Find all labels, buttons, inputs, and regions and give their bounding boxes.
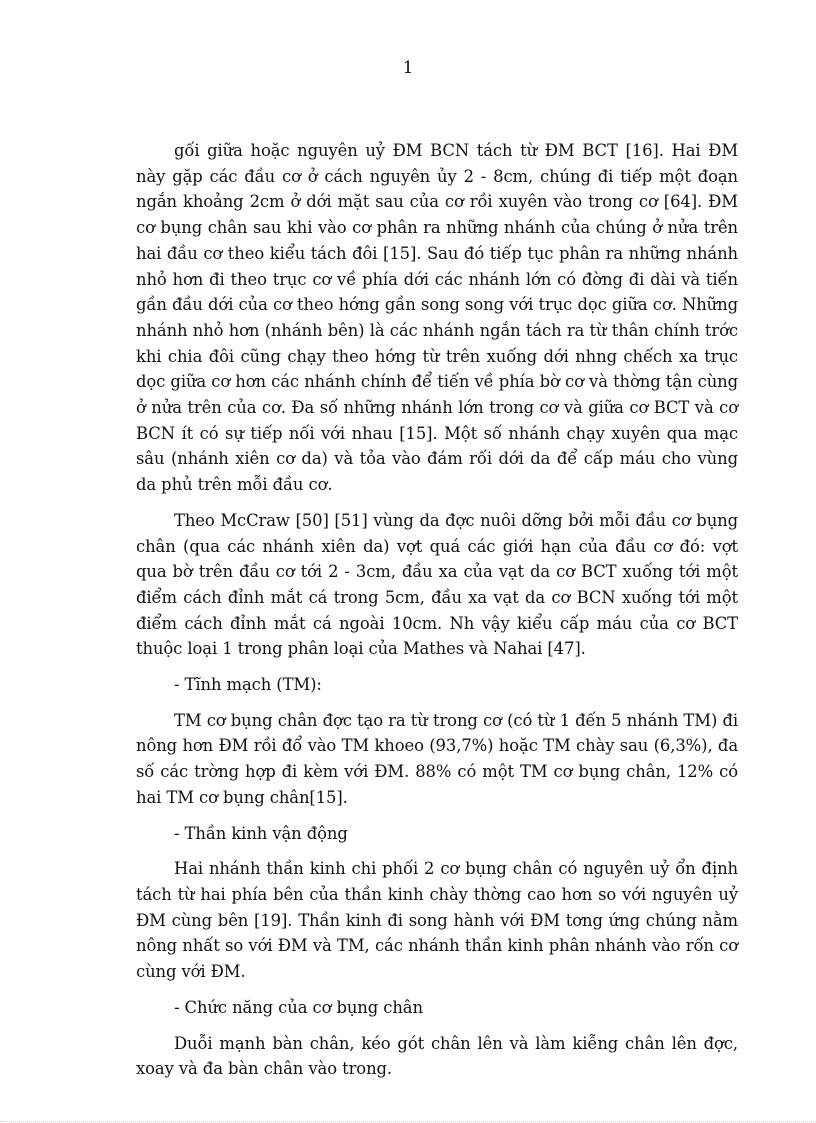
body-text bbox=[136, 138, 738, 1092]
paragraph-vein: TM cơ bụng chân đợc tạo ra từ trong cơ (có từ 1 đến 5 nhánh TM) đi nông hơn ĐM rồi đổ vào TM khoeo (93,7%) hoặc TM chày sau (6,3%), đa số các trờng hợp đi kèm với ĐM. 88% có một TM cơ bụng chân, 12% có hai TM cơ bụng chân[15]. bbox=[136, 710, 738, 807]
heading-function: - Chức năng của cơ bụng chân bbox=[174, 997, 423, 1017]
paragraph-motor-nerve: Hai nhánh thần kinh chi phối 2 cơ bụng chân có nguyên uỷ ổn định tách từ hai phía bên của thần kinh chày thờng cao hơn so với nguyên uỷ ĐM cùng bên [19]. Thần kinh đi song hành với ĐM tơng ứng chúng nằm nông nhất so với ĐM và TM, các nhánh thần kinh phân nhánh vào rốn cơ cùng với ĐM. bbox=[136, 859, 738, 982]
paragraph-skin-territory: Theo McCraw [50] [51] vùng da đợc nuôi dỡng bởi mỗi đầu cơ bụng chân (qua các nhánh xiên da) vợt quá các giới hạn của đầu cơ đó: vợt qua bờ trên đầu cơ tới 2 - 3cm, đầu xa của vạt da cơ BCT xuống tới một điểm cách đỉnh mắt cá trong 5cm, đầu xa vạt da cơ BCN xuống tới một điểm cách đỉnh mắt cá ngoài 10cm. Nh vậy kiểu cấp máu của cơ BCT thuộc loại 1 trong phân loại của Mathes và Nahai [47]. bbox=[136, 510, 738, 659]
paragraph-function: Duỗi mạnh bàn chân, kéo gót chân lên và làm kiễng chân lên đợc, xoay và đa bàn chân vào trong. bbox=[136, 1033, 738, 1079]
heading-vein: - Tĩnh mạch (TM): bbox=[174, 675, 322, 695]
page-bottom-divider bbox=[0, 1121, 816, 1122]
paragraph-artery-branches: gối giữa hoặc nguyên uỷ ĐM BCN tách từ ĐM BCT [16]. Hai ĐM này gặp các đầu cơ ở cách nguyên ủy 2 - 8cm, chúng đi tiếp một đoạn ngắn khoảng 2cm ở dới mặt sau của cơ rồi xuyên vào trong cơ [64]. ĐM cơ bụng chân sau khi vào cơ phân ra những nhánh của chúng ở nửa trên hai đầu cơ theo kiểu tách đôi [15]. Sau đó tiếp tục phân ra những nhánh nhỏ hơn đi theo trục cơ về phía dới các nhánh lớn có đờng đi dài và tiến gần đầu dới của cơ theo hớng gần song song với trục dọc giữa cơ. Những nhánh nhỏ hơn (nhánh bên) là các nhánh ngắn tách ra từ thân chính trớc khi chia đôi cũng chạy theo hớng từ trên xuống dới nhng chếch xa trục dọc giữa cơ hơn các nhánh chính để tiến về phía bờ cơ và thờng tận cùng ở nửa trên của cơ. Đa số những nhánh lớn trong cơ và giữa cơ BCT và cơ BCN ít có sự tiếp nối với nhau [15]. Một số nhánh chạy xuyên qua mạc sâu (nhánh xiên cơ da) và tỏa vào đám rối dới da để cấp máu cho vùng da phủ trên mỗi đầu cơ. bbox=[136, 141, 738, 495]
page-number: 1 bbox=[402, 58, 414, 78]
heading-motor-nerve: - Thần kinh vận động bbox=[174, 823, 348, 843]
